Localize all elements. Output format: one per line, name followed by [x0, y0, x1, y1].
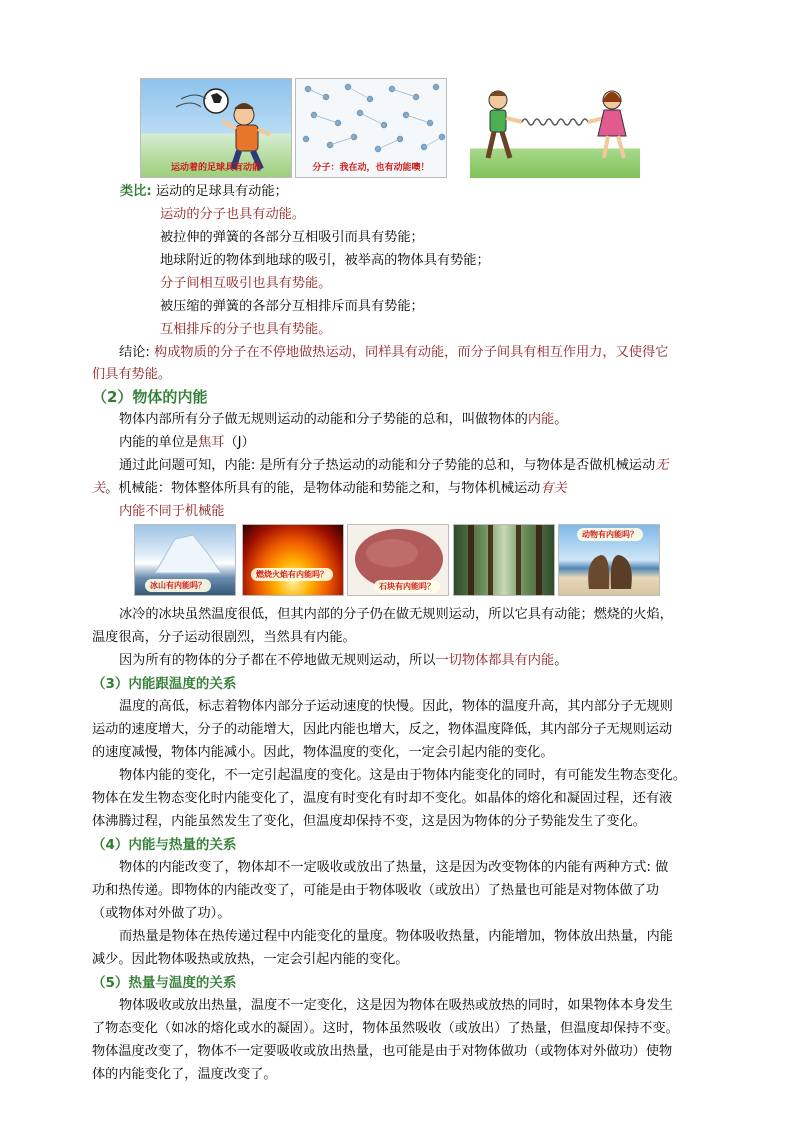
fire-image: 燃烧火焰有内能吗？ [242, 524, 344, 596]
analogy-line-1: 运动的足球具有动能； [155, 184, 288, 199]
section-2-title: （2）物体的内能 [92, 388, 208, 406]
conclusion-text-b: 们具有势能。 [92, 367, 172, 382]
s2-p1-red: 内能 [527, 412, 555, 427]
spring-pull-illustration [470, 78, 640, 178]
football-caption: 运动着的足球具有动能 [170, 163, 261, 173]
iceberg-image: 冰山有内能吗？ [134, 524, 236, 596]
conclusion-text-a: 构成物质的分子在不停地做热运动，同样具有动能，而分子间具有相互作用力，又使得它 [154, 345, 669, 360]
unit-joule: 焦耳 [198, 435, 225, 450]
stone-image: 石块有内能吗？ [347, 524, 449, 596]
analogy-line-3: 被拉伸的弹簧的各部分互相吸引而具有势能； [160, 230, 424, 245]
molecules-image [295, 78, 447, 178]
conclusion-label: 结论: [119, 345, 155, 360]
analogy-label: 类比: [120, 184, 152, 199]
sea-lions-image: 动物有内能吗？ [558, 524, 660, 596]
football-kid-image [140, 78, 292, 178]
analogy-line-2: 运动的分子也具有动能。 [160, 207, 306, 222]
section-3-title: （3）内能跟温度的关系 [92, 676, 237, 692]
s2-p5-a: 冰冷的冰块虽然温度很低，但其内部的分子仍在做无规则运动，所以它具有动能；燃烧的火焰， [119, 607, 673, 622]
molecules-caption: 分子：我在动，也有动能噢！ [312, 163, 430, 173]
s2-p1-text: 物体内部所有分子做无规则运动的动能和分子势能的总和，叫做物体的 [119, 412, 528, 427]
spring-pull-image [470, 78, 640, 178]
document-page: 运动着的足球具有动能 分子：我在动，也有动能噢！ 类比: 运动的足球具有动能； 运动的分子也具有动能。 被拉伸的弹簧的各部分互相吸引而具有势能； 地球附近的物体到地球的吸引，被举高的物体具有势能； 分子间相互吸引也具有势能。 被压缩的弹簧的各部分互相排斥而具有势能； 互相排斥的分子也具有势能。 结论: 构成物质的分子在不停地做热运动，同样具有动能，而分子间具有相互作用力，又使得它 们具有势能。 （2）物体的内能 物体内部所有分子做无规则运动的动能和分子势能的总和，叫做物体的内能。 内能的单位是焦耳（J） 通过此问题可知，内能: 是所有分子热运动的动能和分子势能的总和，与物体是否做机械运动无 关。机械能：物体整体所具有的能，是物体动能和势能之和，与物体机械运动有关 内能不同于机械能 冰山有内能吗？ 燃烧火焰有内能吗？ 石块有内能吗？ 动物有内能吗？ 冰冷的冰块虽然温度很低，但其内部的分子仍在做无规则运动，所以它具有动能；燃烧的火焰， 温度很高，分子运动很剧烈，当然具有内能。 因为所有的物体的分子都在不停地做无规则运动，所以一切物体都具有内能。 （3）内能跟温度的关系 温度的高低，标志着物体内部分子运动速度的快慢。因此，物体的温度升高，其内部分子无规则 运动的速度增大，分子的动能增大，因此内能也增大，反之，物体温度降低，其内部分子无规则运动 的速度减慢，物体内能减小。因此，物体温度的变化，一定会引起内能的变化。 物体内能的变化，不一定引起温度的变化。这是由于物体内能变化的同时，有可能发生物态变化。 物体在发生物态变化时内能变化了，温度有时变化有时却不变化。如晶体的熔化和凝固过程，还有液 体沸腾过程，内能虽然发生了变化，但温度却保持不变，这是因为物体的分子势能发生了变化。 （4）内能与热量的关系 物体的内能改变了，物体却不一定吸收或放出了热量，这是因为改变物体的内能有两种方式: 做 功和热传递。即物体的内能改变了，可能是由于物体吸收（或放出）了热量也可能是对物体做了功 （或物体对外做了功）。 而热量是物体在热传递过程中内能变化的量度。物体吸收热量，内能增加，物体放出热量，内能 减少。因此物体吸热或放热，一定会引起内能的变化。 （5）热量与温度的关系 物体吸收或放出热量，温度不一定变化，这是因为物体在吸热或放热的同时，如果物体本身发生 了物态变化（如冰的熔化或水的凝固）。这时，物体虽然吸收（或放出）了热量，但温度却保持不变。 物体温度改变了，物体不一定要吸收或放出热量，也可能是由于对物体做功（或物体对外做功）使物 体的内能变化了，温度改变了。 [0, 0, 794, 1123]
forest-image [453, 524, 555, 596]
section-4-title: （4）内能与热量的关系 [92, 837, 237, 853]
s2-p5-b: 温度很高，分子运动很剧烈，当然具有内能。 [92, 630, 356, 645]
s2-p4: 内能不同于机械能 [119, 504, 225, 519]
s2-p6-red: 一切物体都具有内能 [435, 653, 555, 668]
analogy-line-5: 分子间相互吸引也具有势能。 [160, 276, 332, 291]
analogy-line-7: 互相排斥的分子也具有势能。 [160, 322, 332, 337]
section-5-title: （5）热量与温度的关系 [92, 975, 237, 991]
analogy-line-6: 被压缩的弹簧的各部分互相排斥而具有势能； [160, 299, 424, 314]
analogy-line-4: 地球附近的物体到地球的吸引，被举高的物体具有势能； [160, 253, 490, 268]
